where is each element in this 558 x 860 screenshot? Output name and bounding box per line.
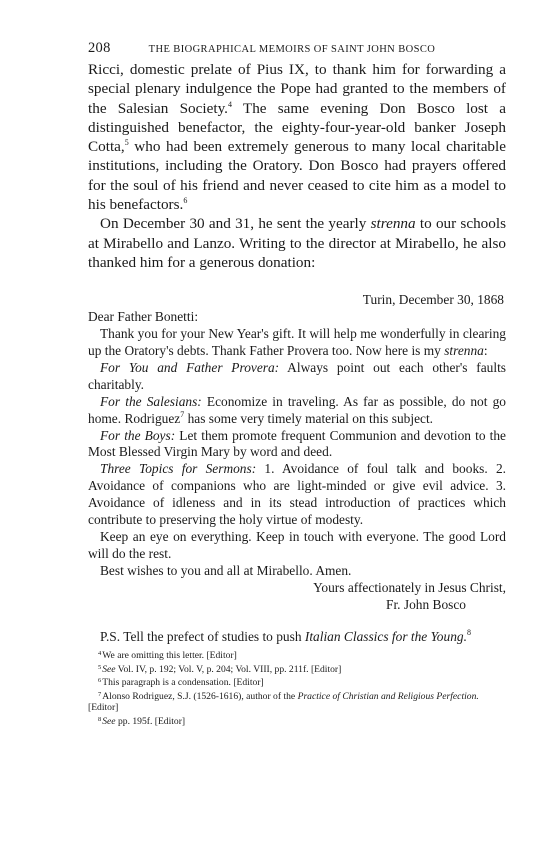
italic-text: See (102, 715, 116, 727)
footnote-ref: 6 (183, 196, 188, 206)
running-head: THE BIOGRAPHICAL MEMOIRS OF SAINT JOHN BOSCO (148, 44, 436, 55)
letter (88, 292, 506, 613)
letter-paragraph (88, 326, 506, 360)
text-span: [Editor] (88, 702, 119, 714)
paragraph (88, 214, 506, 272)
text-span: has some very timely material on this subject. (184, 410, 434, 426)
paragraph (88, 60, 506, 214)
footnote-ref: 4 (227, 99, 232, 109)
page (88, 40, 506, 727)
italic-text: Practice of Christian and Religious Perfection. (297, 690, 479, 702)
footnote-mark: 8 (98, 715, 102, 723)
letter-place-date: Turin, December 30, 1868 (362, 292, 504, 308)
text-span: Thank you for your New Year's gift. It will help me wonderfully in clearing up the Oratory's debts. Thank Father Provera too. Now here is my (88, 326, 506, 358)
footnote-ref: 5 (124, 138, 129, 148)
footnote (88, 689, 506, 714)
italic-text: See (102, 663, 116, 675)
italic-text: For the Salesians: (100, 393, 202, 409)
footnote-mark: 4 (98, 650, 102, 658)
text-span: Ricci, domestic prelate of Pius IX, to thank him for forwarding a special plenary indulgence the Pope had granted to the members of the Salesian Society. (88, 61, 506, 117)
text-span: to our schools at Mirabello and Lanzo. Writing to the director at Mirabello, he also thanked him for a generous donation: (88, 215, 506, 271)
footnote (88, 648, 506, 661)
text-span: Always point out each other's faults charitably. (88, 359, 506, 392)
page-number: 208 (88, 40, 111, 56)
footnote (88, 714, 506, 727)
footnote-mark: 7 (98, 690, 102, 698)
page-header (88, 40, 506, 58)
text-span: P.S. Tell the prefect of studies to push (100, 629, 305, 645)
footnote-ref: 7 (180, 409, 185, 419)
footnote-ref: 8 (466, 628, 471, 638)
text-span: On December 30 and 31, he sent the yearly (100, 215, 371, 233)
text-span: 1. Avoidance of foul talk and books. 2. Avoidance of companions who are light-minded or give evil advice. 3. Avoidance of idleness and in its stead introduction of practices which contribute to preserving the holy virtue of modesty. (88, 461, 506, 528)
postscript (88, 628, 506, 645)
text-span: who had been extremely generous to many local charitable institutions, including the Oratory. Don Bosco had prayers offered for the soul of his friend and never ceased to cite him as a model to his benefactors. (88, 138, 506, 214)
text-span: The same evening Don Bosco lost a distinguished benefactor, the eighty-four-year-old banker Joseph Cotta, (88, 99, 506, 156)
italic-text: Italian Classics for the Young. (304, 629, 467, 645)
footnote (88, 675, 506, 688)
letter-signature: Fr. John Bosco (386, 596, 466, 612)
italic-text: strenna (444, 342, 484, 358)
text-span: Economize in traveling. As far as possible, do not go home. Rodriguez (88, 393, 506, 426)
text-span: We are omitting this letter. [Editor] (102, 650, 237, 662)
italic-text: For the Boys: (100, 427, 176, 443)
letter-paragraph: Keep an eye on everything. Keep in touch with everyone. The good Lord will do the rest. (88, 528, 506, 561)
letter-paragraph (88, 360, 506, 394)
italic-text: For You and Father Provera: (100, 359, 280, 375)
text-span: Vol. IV, p. 192; Vol. V, p. 204; Vol. VIII, pp. 211f. [Editor] (115, 663, 342, 675)
footnote (88, 662, 506, 675)
letter-salutation: Dear Father Bonetti: (88, 309, 199, 325)
text-span: pp. 195f. [Editor] (115, 715, 186, 727)
letter-paragraph (88, 394, 506, 428)
footnotes (88, 648, 506, 726)
letter-paragraph (88, 461, 506, 529)
letter-paragraph (88, 428, 506, 462)
letter-closing: Yours affectionately in Jesus Christ, (313, 579, 506, 595)
text-span: Let them promote frequent Communion and devotion to the Most Blessed Virgin Mary by word and deed. (88, 427, 506, 460)
italic-text: Three Topics for Sermons: (100, 461, 257, 477)
footnote-mark: 5 (98, 663, 102, 671)
italic-text: strenna (370, 215, 416, 233)
footnote-mark: 6 (98, 677, 102, 685)
body-text (88, 60, 506, 272)
text-span: Alonso Rodriguez, S.J. (1526-1616), author of the (102, 690, 298, 702)
letter-paragraph: Best wishes to you and all at Mirabello. Amen. (100, 562, 352, 578)
text-span: : (483, 342, 488, 358)
text-span: This paragraph is a condensation. [Editor] (102, 677, 264, 689)
